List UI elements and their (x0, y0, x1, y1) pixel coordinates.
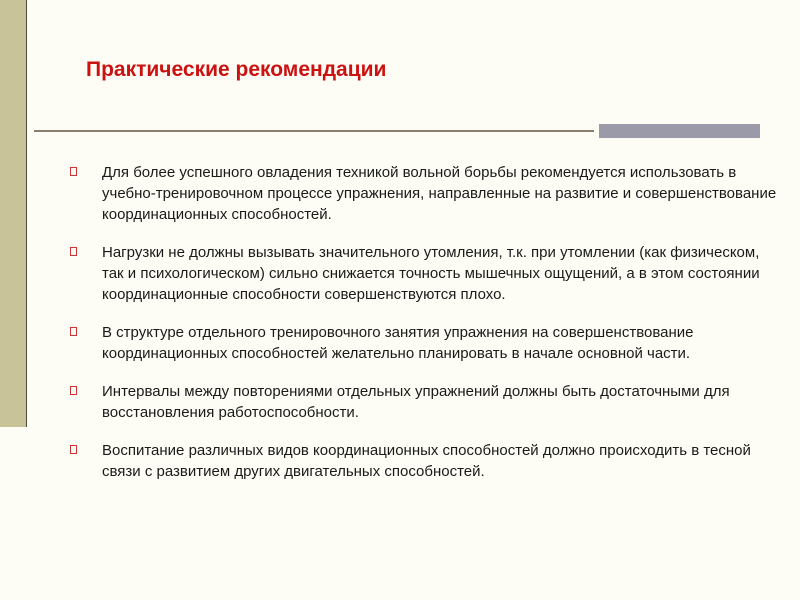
recommendation-list (70, 162, 780, 499)
hollow-square-bullet-icon (70, 247, 77, 256)
list-item-text: Для более успешного овладения техникой вольной борьбы рекомендуется использовать в учебно-тренировочном процессе упражнения, направленные на развитие и совершенствование координационных способностей. (102, 164, 777, 223)
hollow-square-bullet-icon (70, 386, 77, 395)
title-divider-line (34, 130, 594, 132)
left-accent-bar (0, 0, 26, 427)
slide-title: Практические рекомендации (86, 58, 387, 81)
left-accent-bar-edge (26, 0, 27, 427)
list-item-text: В структуре отдельного тренировочного занятия упражнения на совершенствование координационных способностей желательно планировать в начале основной части. (102, 324, 694, 362)
list-item (70, 242, 780, 305)
hollow-square-bullet-icon (70, 167, 77, 176)
list-item (70, 162, 780, 225)
list-item-text: Нагрузки не должны вызывать значительного утомления, т.к. при утомлении (как физическом, так и психологическом) сильно снижается точность мышечных ощущений, а в этом состоянии координационные способности совершенствуются плохо. (102, 244, 760, 303)
hollow-square-bullet-icon (70, 445, 77, 454)
hollow-square-bullet-icon (70, 327, 77, 336)
list-item (70, 440, 780, 482)
title-divider-block (599, 124, 760, 138)
list-item (70, 322, 780, 364)
list-item-text: Интервалы между повторениями отдельных упражнений должны быть достаточными для восстановления работоспособности. (102, 383, 730, 421)
list-item (70, 381, 780, 423)
list-item-text: Воспитание различных видов координационных способностей должно происходить в тесной связи с развитием других двигательных способностей. (102, 442, 751, 480)
